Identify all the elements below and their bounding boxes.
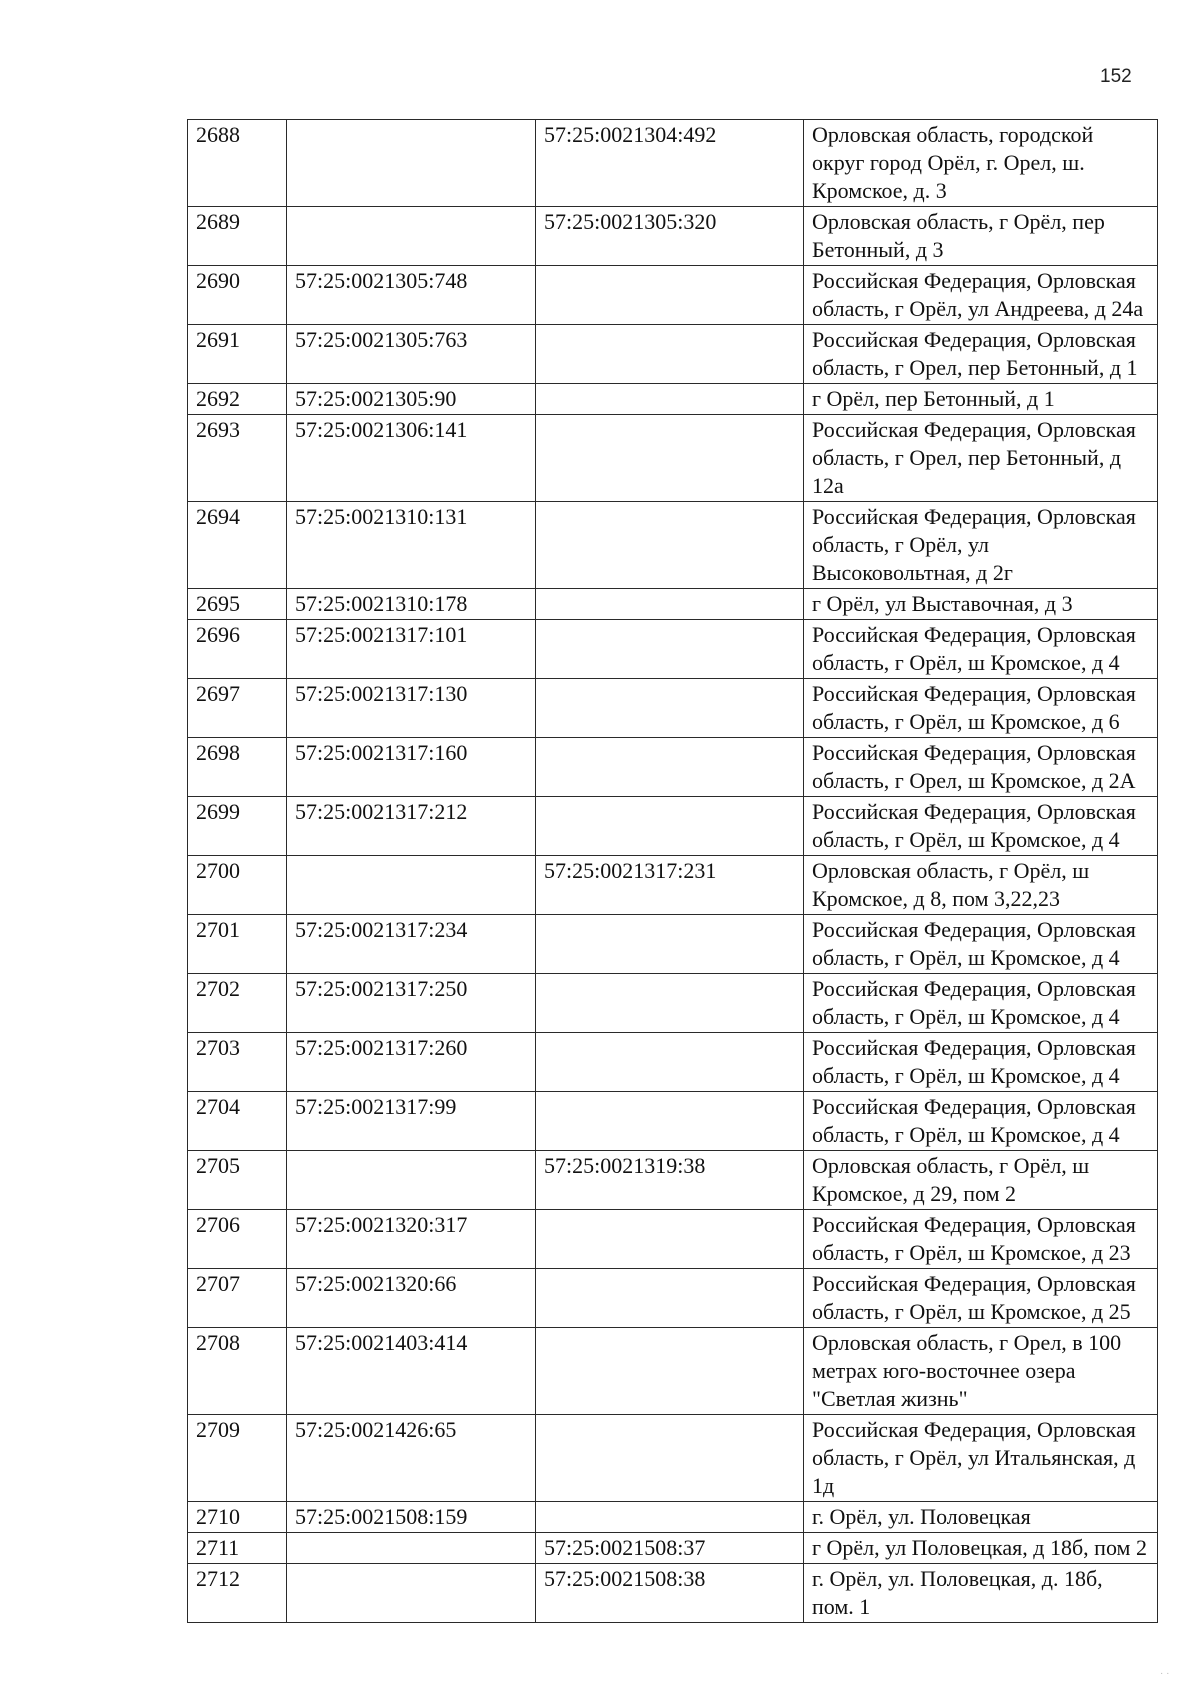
table-row: [188, 1533, 1158, 1564]
cadastral-number-cell: [287, 1533, 536, 1564]
cadastral-number-cell: 57:25:0021403:414: [287, 1328, 536, 1415]
address-cell: Орловская область, городской округ город Орёл, г. Орел, ш. Кромское, д. 3: [804, 120, 1158, 207]
address-cell: Орловская область, г Орёл, пер Бетонный, д 3: [804, 207, 1158, 266]
cadastral-number-cell: [287, 856, 536, 915]
row-number-cell: 2704: [188, 1092, 287, 1151]
address-cell: г Орёл, ул Половецкая, д 18б, пом 2: [804, 1533, 1158, 1564]
table-row: [188, 325, 1158, 384]
address-cell: Российская Федерация, Орловская область, г Орёл, ш Кромское, д 4: [804, 1092, 1158, 1151]
row-number-cell: 2697: [188, 679, 287, 738]
address-cell: Российская Федерация, Орловская область, г Орёл, ш Кромское, д 4: [804, 797, 1158, 856]
cadastral-number-alt-cell: [536, 502, 804, 589]
cadastral-number-cell: 57:25:0021317:160: [287, 738, 536, 797]
cadastral-number-alt-cell: [536, 384, 804, 415]
cadastral-number-cell: 57:25:0021317:234: [287, 915, 536, 974]
table-row: [188, 1033, 1158, 1092]
row-number-cell: 2703: [188, 1033, 287, 1092]
cadastral-number-cell: 57:25:0021310:178: [287, 589, 536, 620]
cadastral-number-alt-cell: [536, 1269, 804, 1328]
cadastral-number-alt-cell: [536, 1415, 804, 1502]
cadastral-number-cell: 57:25:0021317:212: [287, 797, 536, 856]
cadastral-number-cell: 57:25:0021317:101: [287, 620, 536, 679]
address-cell: г. Орёл, ул. Половецкая, д. 18б, пом. 1: [804, 1564, 1158, 1623]
address-cell: Российская Федерация, Орловская область, г Орёл, ул Итальянская, д 1д: [804, 1415, 1158, 1502]
cadastral-number-alt-cell: [536, 1092, 804, 1151]
table-row: [188, 679, 1158, 738]
table-row: [188, 1151, 1158, 1210]
cadastral-number-alt-cell: [536, 1502, 804, 1533]
page-number: 152: [1100, 66, 1132, 87]
cadastral-number-cell: 57:25:0021317:130: [287, 679, 536, 738]
table-row: [188, 502, 1158, 589]
row-number-cell: 2698: [188, 738, 287, 797]
address-cell: Российская Федерация, Орловская область, г Орёл, ул Высоковольтная, д 2г: [804, 502, 1158, 589]
address-cell: Российская Федерация, Орловская область, г Орёл, ш Кромское, д 23: [804, 1210, 1158, 1269]
address-cell: г Орёл, ул Выставочная, д 3: [804, 589, 1158, 620]
row-number-cell: 2709: [188, 1415, 287, 1502]
cadastral-number-alt-cell: [536, 620, 804, 679]
cadastral-number-cell: 57:25:0021320:66: [287, 1269, 536, 1328]
row-number-cell: 2691: [188, 325, 287, 384]
row-number-cell: 2710: [188, 1502, 287, 1533]
row-number-cell: 2712: [188, 1564, 287, 1623]
table-row: [188, 266, 1158, 325]
cadastral-number-cell: [287, 207, 536, 266]
table-row: [188, 1269, 1158, 1328]
row-number-cell: 2695: [188, 589, 287, 620]
cadastral-number-cell: 57:25:0021305:763: [287, 325, 536, 384]
cadastral-number-alt-cell: 57:25:0021508:37: [536, 1533, 804, 1564]
row-number-cell: 2692: [188, 384, 287, 415]
cadastral-number-cell: 57:25:0021508:159: [287, 1502, 536, 1533]
table-row: [188, 620, 1158, 679]
registry-table-body: [188, 120, 1158, 1623]
table-row: [188, 915, 1158, 974]
table-row: [188, 856, 1158, 915]
table-row: [188, 384, 1158, 415]
cadastral-number-alt-cell: [536, 1033, 804, 1092]
address-cell: Российская Федерация, Орловская область, г Орёл, ш Кромское, д 4: [804, 915, 1158, 974]
address-cell: Орловская область, г Орел, в 100 метрах юго-восточнее озера "Светлая жизнь": [804, 1328, 1158, 1415]
address-cell: г. Орёл, ул. Половецкая: [804, 1502, 1158, 1533]
row-number-cell: 2690: [188, 266, 287, 325]
cadastral-number-cell: [287, 120, 536, 207]
cadastral-number-alt-cell: 57:25:0021319:38: [536, 1151, 804, 1210]
cadastral-number-cell: 57:25:0021317:260: [287, 1033, 536, 1092]
row-number-cell: 2702: [188, 974, 287, 1033]
cadastral-number-alt-cell: [536, 915, 804, 974]
cadastral-number-cell: 57:25:0021306:141: [287, 415, 536, 502]
cadastral-number-alt-cell: 57:25:0021317:231: [536, 856, 804, 915]
cadastral-number-cell: 57:25:0021305:748: [287, 266, 536, 325]
cadastral-number-alt-cell: [536, 266, 804, 325]
row-number-cell: 2711: [188, 1533, 287, 1564]
table-row: [188, 1210, 1158, 1269]
table-row: [188, 1502, 1158, 1533]
cadastral-number-alt-cell: 57:25:0021304:492: [536, 120, 804, 207]
address-cell: Орловская область, г Орёл, ш Кромское, д 29, пом 2: [804, 1151, 1158, 1210]
cadastral-number-alt-cell: [536, 679, 804, 738]
table-row: [188, 415, 1158, 502]
registry-table: [187, 119, 1158, 1623]
cadastral-number-alt-cell: [536, 738, 804, 797]
table-row: [188, 797, 1158, 856]
address-cell: Российская Федерация, Орловская область, г Орел, ш Кромское, д 2А: [804, 738, 1158, 797]
row-number-cell: 2707: [188, 1269, 287, 1328]
address-cell: г Орёл, пер Бетонный, д 1: [804, 384, 1158, 415]
cadastral-number-cell: 57:25:0021317:99: [287, 1092, 536, 1151]
address-cell: Российская Федерация, Орловская область, г Орел, пер Бетонный, д 1: [804, 325, 1158, 384]
address-cell: Орловская область, г Орёл, ш Кромское, д 8, пом 3,22,23: [804, 856, 1158, 915]
address-cell: Российская Федерация, Орловская область, г Орёл, ш Кромское, д 6: [804, 679, 1158, 738]
cadastral-number-cell: 57:25:0021310:131: [287, 502, 536, 589]
cadastral-number-cell: [287, 1151, 536, 1210]
table-row: [188, 120, 1158, 207]
row-number-cell: 2706: [188, 1210, 287, 1269]
cadastral-number-alt-cell: [536, 415, 804, 502]
cadastral-number-cell: 57:25:0021320:317: [287, 1210, 536, 1269]
cadastral-number-alt-cell: [536, 797, 804, 856]
table-row: [188, 589, 1158, 620]
table-row: [188, 1328, 1158, 1415]
cadastral-number-alt-cell: [536, 1328, 804, 1415]
address-cell: Российская Федерация, Орловская область, г Орёл, ш Кромское, д 4: [804, 620, 1158, 679]
row-number-cell: 2701: [188, 915, 287, 974]
scan-corner-mark: · ·: [1160, 1668, 1170, 1679]
cadastral-number-alt-cell: [536, 589, 804, 620]
table-row: [188, 1415, 1158, 1502]
cadastral-number-cell: 57:25:0021317:250: [287, 974, 536, 1033]
address-cell: Российская Федерация, Орловская область, г Орёл, ш Кромское, д 4: [804, 974, 1158, 1033]
row-number-cell: 2693: [188, 415, 287, 502]
cadastral-number-cell: 57:25:0021305:90: [287, 384, 536, 415]
cadastral-number-alt-cell: [536, 1210, 804, 1269]
cadastral-number-cell: 57:25:0021426:65: [287, 1415, 536, 1502]
row-number-cell: 2699: [188, 797, 287, 856]
cadastral-number-cell: [287, 1564, 536, 1623]
address-cell: Российская Федерация, Орловская область, г Орёл, ул Андреева, д 24а: [804, 266, 1158, 325]
address-cell: Российская Федерация, Орловская область, г Орёл, ш Кромское, д 4: [804, 1033, 1158, 1092]
table-row: [188, 207, 1158, 266]
cadastral-number-alt-cell: 57:25:0021508:38: [536, 1564, 804, 1623]
row-number-cell: 2700: [188, 856, 287, 915]
row-number-cell: 2708: [188, 1328, 287, 1415]
row-number-cell: 2705: [188, 1151, 287, 1210]
table-row: [188, 1564, 1158, 1623]
row-number-cell: 2688: [188, 120, 287, 207]
row-number-cell: 2689: [188, 207, 287, 266]
address-cell: Российская Федерация, Орловская область, г Орёл, ш Кромское, д 25: [804, 1269, 1158, 1328]
table-row: [188, 974, 1158, 1033]
cadastral-number-alt-cell: [536, 974, 804, 1033]
cadastral-number-alt-cell: [536, 325, 804, 384]
table-row: [188, 1092, 1158, 1151]
address-cell: Российская Федерация, Орловская область, г Орел, пер Бетонный, д 12а: [804, 415, 1158, 502]
cadastral-number-alt-cell: 57:25:0021305:320: [536, 207, 804, 266]
table-row: [188, 738, 1158, 797]
row-number-cell: 2694: [188, 502, 287, 589]
row-number-cell: 2696: [188, 620, 287, 679]
